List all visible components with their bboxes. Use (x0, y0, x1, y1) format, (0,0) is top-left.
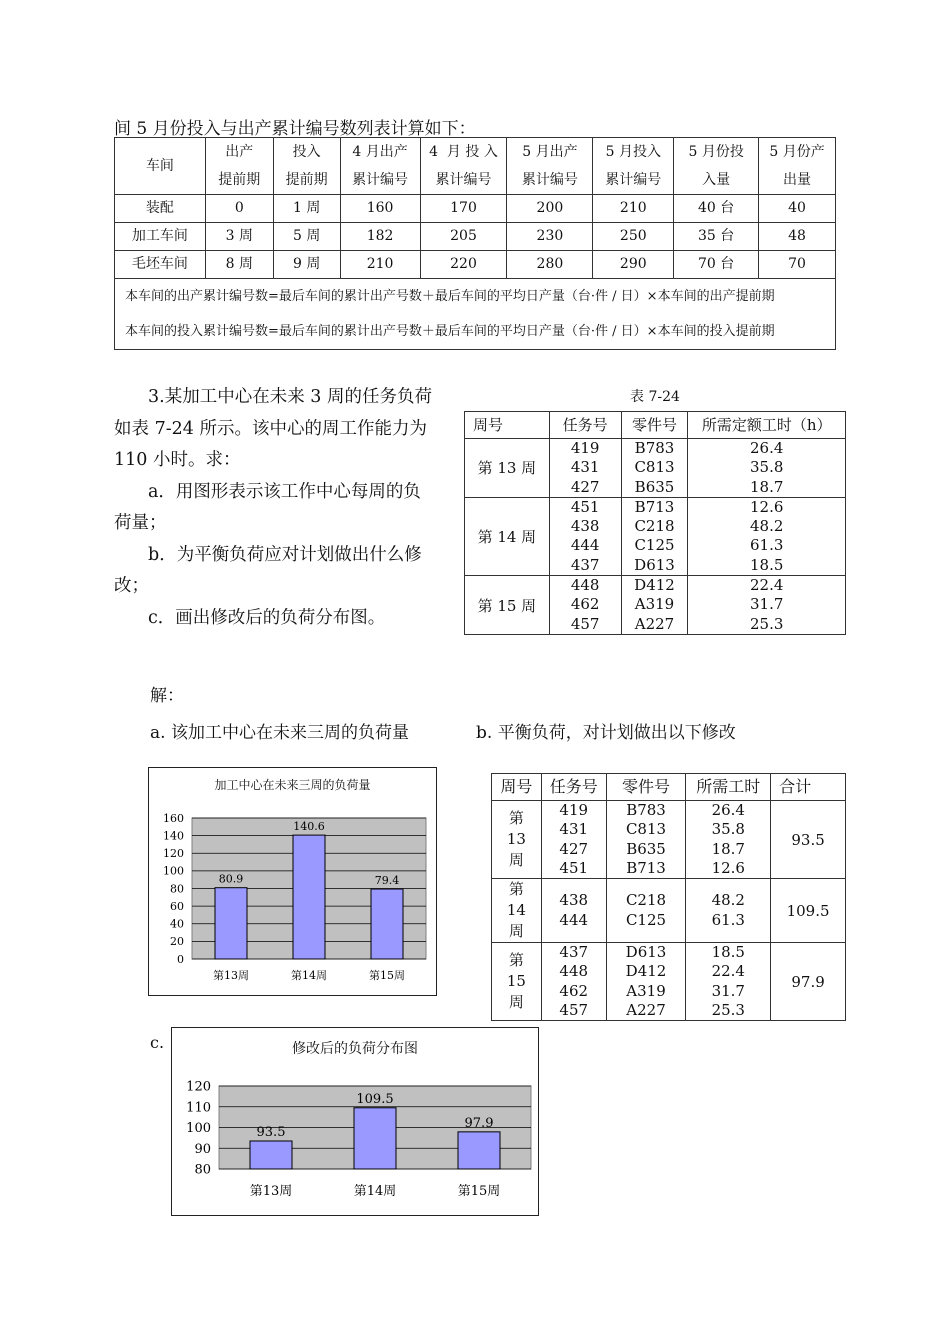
table-cell: 220 (420, 251, 507, 279)
total-cell: 109.5 (771, 879, 846, 943)
x-tick-label: 第13周 (249, 1184, 293, 1199)
workshop-table (114, 137, 836, 350)
table-cell: 230 (507, 223, 593, 251)
part-cell: B783 C813 B635 B713 (606, 801, 686, 879)
table-cell: 8 周 (205, 251, 273, 279)
part-cell: B783 C813 B635 (621, 439, 688, 498)
total-cell: 97.9 (771, 943, 846, 1021)
bar (250, 1141, 292, 1169)
header-cell: 5 月份投 入量 (674, 138, 759, 195)
formula-notes (115, 279, 836, 350)
week-cell: 第 13 周 (465, 439, 550, 498)
solution-b-label: b. 平衡负荷，对计划做出以下修改 (476, 723, 736, 743)
task-cell: 419 431 427 (549, 439, 621, 498)
modified-load-chart (171, 1027, 539, 1216)
table-cell: 70 台 (674, 251, 759, 279)
task-cell: 451 438 444 437 (549, 497, 621, 575)
table-row (115, 251, 836, 279)
problem-line: 如表 7-24 所示。该中心的周工作能力为 (114, 418, 427, 439)
table-row (115, 223, 836, 251)
table-header-row (115, 138, 836, 195)
data-label: 140.6 (293, 820, 325, 834)
table-note-row (115, 279, 836, 350)
table-cell: 205 (420, 223, 507, 251)
table-cell: 182 (340, 223, 420, 251)
y-tick-label: 120 (163, 847, 184, 861)
table-cell: 210 (340, 251, 420, 279)
formula-note-input: 本车间的投入累计编号数=最后车间的累计出产号数＋最后车间的平均日产量（台·件 / 日）×本车间的投入提前期 (125, 324, 775, 339)
data-label: 80.9 (218, 872, 244, 886)
header-cell: 5 月出产 累计编号 (507, 138, 593, 195)
week-cell: 第 13 周 (492, 801, 542, 879)
week-cell: 第 14 周 (465, 497, 550, 575)
table-cell: 毛坯车间 (115, 251, 206, 279)
data-label: 97.9 (464, 1115, 494, 1131)
header-cell: 周号 (492, 774, 542, 801)
y-tick-label: 100 (163, 864, 184, 878)
table-cell: 装配 (115, 195, 206, 223)
question-b: b．为平衡负荷应对计划做出什么修 (148, 544, 422, 565)
bar (293, 835, 325, 959)
table-cell: 290 (593, 251, 674, 279)
table-cell: 48 (759, 223, 836, 251)
header-cell: 4 月 投 入 累计编号 (420, 138, 507, 195)
table-row (115, 195, 836, 223)
y-tick-label: 120 (186, 1079, 211, 1095)
table-cell: 0 (205, 195, 273, 223)
x-tick-label: 第15周 (369, 969, 405, 982)
task-load-table (464, 411, 846, 635)
y-tick-label: 80 (194, 1162, 211, 1178)
bar (354, 1108, 396, 1169)
hours-cell: 26.4 35.8 18.7 12.6 (686, 801, 771, 879)
header-cell: 任务号 (541, 774, 606, 801)
total-cell: 93.5 (771, 801, 846, 879)
week-cell: 第 14 周 (492, 879, 542, 943)
task-cell: 438 444 (541, 879, 606, 943)
table-cell: 1 周 (273, 195, 340, 223)
bar (371, 889, 403, 959)
header-cell: 零件号 (621, 412, 688, 439)
question-a-cont: 荷量； (114, 513, 167, 533)
x-tick-label: 第14周 (353, 1184, 397, 1199)
table-cell: 5 周 (273, 223, 340, 251)
y-tick-label: 0 (177, 952, 184, 966)
table-cell: 160 (340, 195, 420, 223)
hours-cell: 18.5 22.4 31.7 25.3 (686, 943, 771, 1021)
table-cell: 加工车间 (115, 223, 206, 251)
table-caption: 表 7-24 (630, 389, 680, 405)
table-cell: 200 (507, 195, 593, 223)
table-cell: 250 (593, 223, 674, 251)
table-cell: 210 (593, 195, 674, 223)
hours-cell: 48.2 61.3 (686, 879, 771, 943)
question-a: a．用图形表示该工作中心每周的负 (148, 481, 421, 502)
modified-load-chart-svg (172, 1028, 538, 1215)
bar (215, 888, 247, 959)
part-cell: D412 A319 A227 (621, 576, 688, 635)
header-cell: 所需工时 (686, 774, 771, 801)
solution-heading: 解： (150, 686, 184, 706)
header-cell: 车间 (115, 138, 206, 195)
header-cell: 5 月份产 出量 (759, 138, 836, 195)
y-tick-label: 20 (170, 935, 184, 949)
formula-note-output: 本车间的出产累计编号数=最后车间的累计出产号数＋最后车间的平均日产量（台·件 / 日）×本车间的出产提前期 (125, 289, 775, 304)
x-tick-label: 第15周 (457, 1184, 501, 1199)
y-tick-label: 90 (194, 1141, 211, 1157)
task-cell: 448 462 457 (549, 576, 621, 635)
bar (458, 1132, 500, 1169)
table-cell: 3 周 (205, 223, 273, 251)
table-row (465, 439, 846, 498)
header-cell: 所需定额工时（h） (688, 412, 846, 439)
hours-cell: 12.6 48.2 61.3 18.5 (688, 497, 846, 575)
table-row (465, 576, 846, 635)
y-tick-label: 110 (186, 1100, 211, 1116)
hours-cell: 26.4 35.8 18.7 (688, 439, 846, 498)
y-tick-label: 40 (170, 917, 184, 931)
x-tick-label: 第14周 (291, 969, 327, 982)
table-row (465, 497, 846, 575)
y-tick-label: 80 (170, 882, 184, 896)
problem-line: 3.某加工中心在未来 3 周的任务负荷 (148, 387, 432, 407)
part-cell: B713 C218 C125 D613 (621, 497, 688, 575)
table-header-row (492, 774, 846, 801)
header-cell: 4 月出产 累计编号 (340, 138, 420, 195)
table-cell: 35 台 (674, 223, 759, 251)
hours-cell: 22.4 31.7 25.3 (688, 576, 846, 635)
week-cell: 第 15 周 (465, 576, 550, 635)
problem-statement (114, 382, 459, 634)
header-cell: 任务号 (549, 412, 621, 439)
header-cell: 周号 (465, 412, 550, 439)
question-b-cont: 改； (114, 576, 149, 596)
y-tick-label: 140 (163, 829, 184, 843)
solution-a-label: a. 该加工中心在未来三周的负荷量 (150, 723, 409, 743)
table-row (492, 879, 846, 943)
y-tick-label: 60 (170, 899, 184, 913)
chart-title: 加工中心在未来三周的负荷量 (214, 778, 371, 792)
solution-c-label: c. (150, 1033, 165, 1052)
part-cell: C218 C125 (606, 879, 686, 943)
x-tick-label: 第13周 (213, 969, 249, 982)
y-tick-label: 100 (186, 1121, 211, 1137)
data-label: 93.5 (256, 1124, 286, 1140)
table-row (492, 801, 846, 879)
table-cell: 170 (420, 195, 507, 223)
task-cell: 437 448 462 457 (541, 943, 606, 1021)
task-cell: 419 431 427 451 (541, 801, 606, 879)
header-cell: 5 月投入 累计编号 (593, 138, 674, 195)
table-row (492, 943, 846, 1021)
question-c: c．画出修改后的负荷分布图。 (148, 607, 386, 628)
table-header-row (465, 412, 846, 439)
header-cell: 零件号 (606, 774, 686, 801)
table-cell: 40 台 (674, 195, 759, 223)
chart-title: 修改后的负荷分布图 (292, 1041, 418, 1057)
table-cell: 9 周 (273, 251, 340, 279)
load-chart-svg (149, 768, 436, 995)
table-cell: 280 (507, 251, 593, 279)
table-cell: 70 (759, 251, 836, 279)
header-cell: 出产 提前期 (205, 138, 273, 195)
header-cell: 投入 提前期 (273, 138, 340, 195)
part-cell: D613 D412 A319 A227 (606, 943, 686, 1021)
table-cell: 40 (759, 195, 836, 223)
y-tick-label: 160 (163, 811, 184, 825)
data-label: 109.5 (356, 1091, 394, 1107)
problem-line: 110 小时。求： (114, 450, 241, 470)
week-cell: 第 15 周 (492, 943, 542, 1021)
modified-plan-table (491, 773, 846, 1021)
header-cell: 合计 (771, 774, 846, 801)
data-label: 79.4 (374, 874, 400, 888)
load-chart (148, 767, 437, 996)
intro-line: 间 5 月份投入与出产累计编号数列表计算如下： (114, 119, 476, 139)
